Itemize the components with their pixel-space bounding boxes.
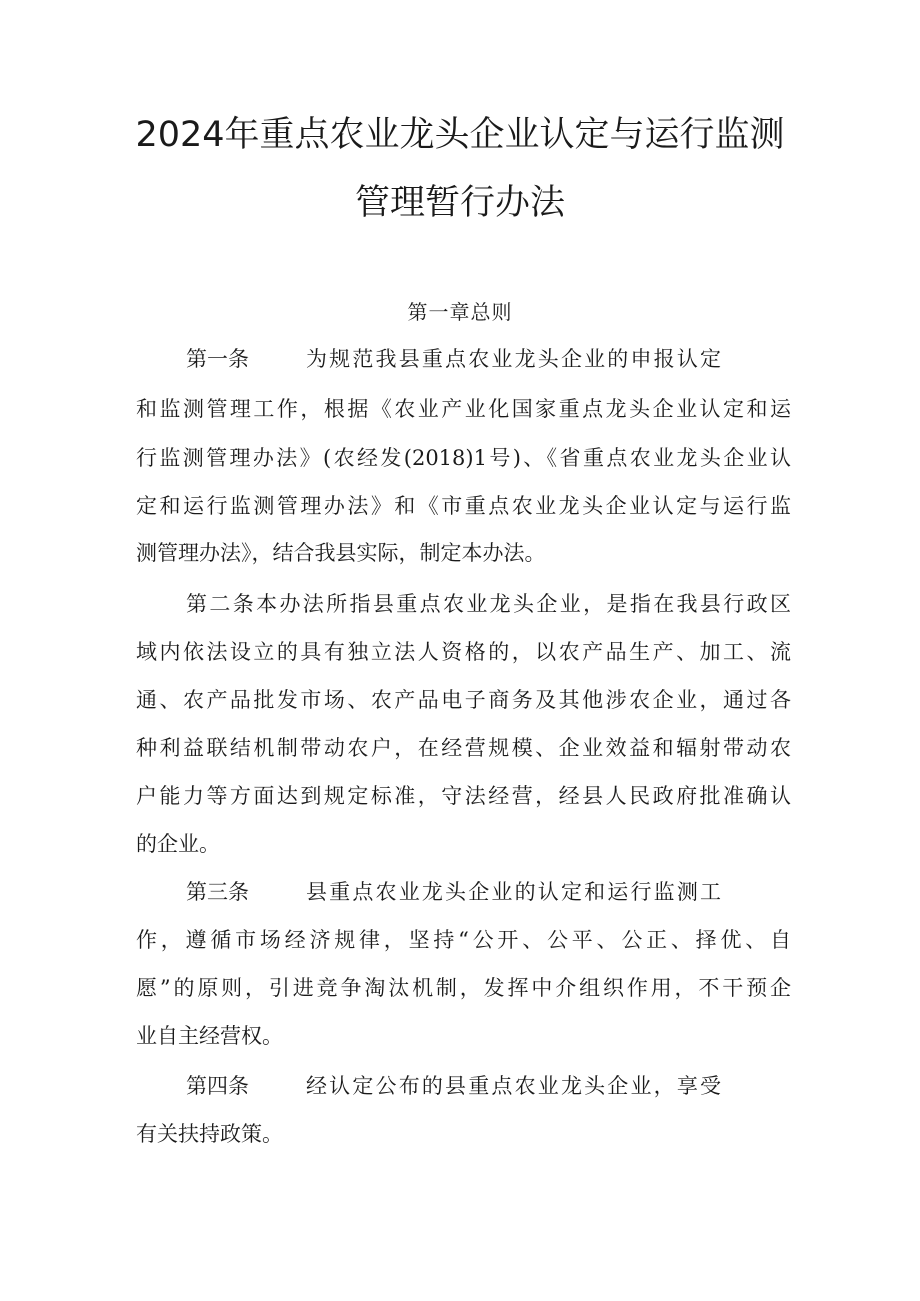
article-3-label: 第三条 [186,880,249,904]
article-1-heading-text: 为规范我县重点农业龙头企业的申报认定 [306,347,721,371]
article-3-heading-text: 县重点农业龙头企业的认定和运行监测工 [306,880,721,904]
article-2-line-1: 第二条本办法所指县重点农业龙头企业，是指在我县行政区 [186,592,791,616]
article-4-line-1: 有关扶持政策。 [136,1122,283,1146]
article-3-line-1: 作，遵循市场经济规律，坚持“公开、公平、公正、择优、自 [136,928,791,952]
article-2-line-2: 域内依法设立的具有独立法人资格的，以农产品生产、加工、流 [136,640,791,664]
chapter-heading: 第一章总则 [407,300,513,324]
article-1-line-4: 测管理办法》，结合我县实际，制定本办法。 [136,541,546,565]
article-2-line-4: 种利益联结机制带动农户，在经营规模、企业效益和辐射带动农 [136,736,791,760]
article-1-label: 第一条 [186,347,249,371]
article-1-line-3: 定和运行监测管理办法》和《市重点农业龙头企业认定与运行监 [136,494,791,518]
article-3-line-3: 业自主经营权。 [136,1024,283,1048]
article-2-line-6: 的企业。 [136,832,220,856]
document-title-line-1: 2024年重点农业龙头企业认定与运行监测 [135,115,785,155]
article-1-line-1: 和监测管理工作，根据《农业产业化国家重点龙头企业认定和运 [136,397,791,421]
article-2-line-3: 通、农产品批发市场、农产品电子商务及其他涉农企业，通过各 [136,688,791,712]
article-4-label: 第四条 [186,1074,249,1098]
article-1-line-2: 行监测管理办法》(农经发(2018)1号)、《省重点农业龙头企业认 [136,446,791,470]
article-4-heading-text: 经认定公布的县重点农业龙头企业，享受 [306,1074,721,1098]
document-title-line-2: 管理暂行办法 [354,183,565,223]
article-3-line-2: 愿”的原则，引进竞争淘汰机制，发挥中介组织作用，不干预企 [136,976,791,1000]
article-2-line-5: 户能力等方面达到规定标准，守法经营，经县人民政府批准确认 [136,784,791,808]
